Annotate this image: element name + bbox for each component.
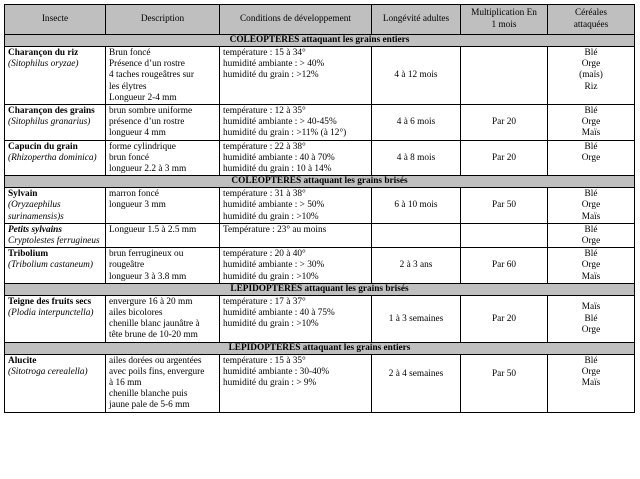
description-line: présence d’un rostre [109,117,185,128]
cereals-cell [548,47,635,105]
conditions-cell [220,188,372,224]
cereal-item: Orge [581,200,601,211]
cereal-item: Riz [584,81,598,92]
condition-line: Température : 23° au moins [223,224,327,235]
cereal-item: (maïs) [579,70,603,81]
cereal-item: Orge [581,59,601,70]
insect-name: Teigne des fruits secs [8,296,92,307]
description-line: Présence d’un rostre [109,59,185,70]
insect-name: Tribolium [8,249,49,260]
insect-table-wrapper [4,4,634,413]
description-cell [106,248,220,284]
multiplication-cell: Par 20 [461,105,548,141]
insect-latin: (Rhizopertha dominica) [8,152,97,163]
description-cell [106,223,220,247]
conditions-cell [220,295,372,342]
condition-line: humidité ambiante : > 30% [223,260,325,271]
insect-latin: (Sitophilus oryzae) [8,59,79,70]
insect-cell [5,188,106,224]
cereal-item: Orge [581,260,601,271]
insect-latin: (Oryzaephilus surinamensis)s [8,200,64,222]
description-line: à 16 mm [109,378,142,389]
conditions-cell [220,248,372,284]
table-row [5,295,635,342]
cereal-item: Orge [581,152,601,163]
insect-name: Capucin du grain [8,141,78,152]
condition-line: température : 22 à 38° [223,141,306,152]
multiplication-cell: Par 50 [461,188,548,224]
condition-line: température : 15 à 35° [223,355,306,366]
description-line: avec poils fins, envergure [109,366,205,377]
insect-cell [5,295,106,342]
description-line: chenille blanche puis [109,389,188,400]
insect-table [4,4,635,413]
condition-line: humidité du grain : >12% [223,70,319,81]
description-line: Longueur 1.5 à 2.5 mm [109,224,197,235]
condition-line: humidité ambiante : > 50% [223,200,325,211]
cereal-item: Blé [584,106,598,117]
header-cereales: Céréales attaquées [548,5,635,35]
description-line: Brun foncé [109,48,151,58]
cereal-item: Orge [581,324,601,335]
condition-line: température : 17 à 37° [223,296,306,307]
cereal-item: Blé [584,224,598,235]
description-line: Longueur 2-4 mm [109,92,177,103]
condition-line: humidité du grain : 10 à 14% [223,164,332,175]
condition-line: température : 31 à 38° [223,189,306,200]
conditions-cell [220,354,372,412]
multiplication-cell [461,223,548,247]
longevity-cell: 4 à 8 mois [372,140,461,176]
insect-latin: Cryptolestes ferrugineus [8,236,100,247]
header-longevite: Longévité adultes [372,5,461,35]
cereal-item: Maïs [581,302,601,313]
cereals-cell [548,295,635,342]
insect-latin: (Tribolium castaneum) [8,260,93,271]
cereals-cell [548,188,635,224]
cereal-item: Orge [581,366,601,377]
condition-line: température : 12 à 35° [223,106,306,117]
description-cell [106,295,220,342]
cereal-item: Maïs [581,211,601,222]
cereal-item: Orge [581,117,601,128]
description-line: 4 taches rougeâtres sur [109,70,194,81]
table-row [5,354,635,412]
longevity-cell: 4 à 6 mois [372,105,461,141]
conditions-cell [220,223,372,247]
condition-line: humidité du grain : >11% (à 12°) [223,128,347,139]
insect-cell [5,248,106,284]
description-line: marron foncé [109,189,159,200]
table-row [5,248,635,284]
multiplication-cell: Par 60 [461,248,548,284]
conditions-cell [220,47,372,105]
description-line: jaune pale de 5-6 mm [109,400,190,411]
group-row [5,176,635,188]
cereal-item: Blé [584,189,598,200]
header-insecte: Insecte [5,5,106,35]
insect-cell [5,223,106,247]
conditions-cell [220,140,372,176]
header-multiplication: Multiplication En 1 mois [461,5,548,35]
insect-name: Alucite [8,355,37,366]
insect-latin: (Sitophilus granarius) [8,117,91,128]
insect-name: Charançon du riz [8,48,79,58]
group-row [5,283,635,295]
condition-line: humidité du grain : >10% [223,211,319,222]
longevity-cell: 4 à 12 mois [372,47,461,105]
description-line: longueur 3 à 3.8 mm [109,271,187,282]
description-cell [106,354,220,412]
condition-line: humidité du grain : >10% [223,271,319,282]
description-cell [106,140,220,176]
cereals-cell [548,105,635,141]
condition-line: température : 20 à 40° [223,249,306,260]
description-line: brun sombre uniforme [109,106,193,117]
group-title: LEPIDOPTERES attaquant les grains entiers [5,342,635,354]
group-title: COLEOPTERES attaquant les grains brisés [5,176,635,188]
condition-line: humidité du grain : >10% [223,319,319,330]
description-line: les élytres [109,81,147,92]
group-title: LEPIDOPTERES attaquant les grains brisés [5,283,635,295]
cereal-item: Maïs [581,378,601,389]
description-line: ailes bicolores [109,308,163,319]
cereal-item: Blé [584,48,598,58]
header-conditions: Conditions de développement [220,5,372,35]
insect-name: Sylvain [8,189,38,200]
insect-latin: (Plodia interpunctella) [8,308,94,319]
description-line: tête brune de 10-20 mm [109,330,198,341]
condition-line: humidité du grain : > 9% [223,378,317,389]
insect-cell [5,354,106,412]
description-line: envergure 16 à 20 mm [109,296,193,307]
multiplication-cell: Par 20 [461,295,548,342]
cereal-item: Maïs [581,128,601,139]
description-line: rougeâtre [109,260,145,271]
cereals-cell [548,223,635,247]
longevity-cell [372,223,461,247]
description-line: forme cylindrique [109,141,176,152]
multiplication-cell: Par 20 [461,140,548,176]
description-line: chenille blanc jaunâtre à [109,319,200,330]
insect-cell [5,140,106,176]
cereal-item: Maïs [581,271,601,282]
header-description: Description [106,5,220,35]
cereal-item: Blé [584,313,598,324]
condition-line: humidité ambiante : 40 à 70% [223,152,335,163]
cereal-item: Orge [581,236,601,247]
condition-line: humidité ambiante : > 40-45% [223,117,337,128]
insect-name: Petits sylvains [8,224,62,235]
description-line: brun foncé [109,152,150,163]
description-line: ailes dorées ou argentées [109,355,202,366]
insect-name: Charançon des grains [8,106,95,117]
longevity-cell: 6 à 10 mois [372,188,461,224]
header-row [5,5,635,35]
cereals-cell [548,140,635,176]
table-row [5,140,635,176]
multiplication-cell: Par 50 [461,354,548,412]
cereal-item: Blé [584,355,598,366]
longevity-cell: 2 à 4 semaines [372,354,461,412]
insect-cell [5,47,106,105]
insect-latin: (Sitotroga cerealella) [8,366,88,377]
multiplication-cell [461,47,548,105]
group-row [5,35,635,47]
description-cell [106,47,220,105]
table-row [5,188,635,224]
insect-cell [5,105,106,141]
cereal-item: Blé [584,249,598,260]
description-line: longueur 4 mm [109,128,166,139]
description-line: longueur 3 mm [109,200,166,211]
condition-line: humidité ambiante : > 40% [223,59,325,70]
table-row [5,47,635,105]
table-row [5,223,635,247]
table-row [5,105,635,141]
description-line: brun ferrugineux ou [109,249,184,260]
group-title: COLEOPTERES attaquant les grains entiers [5,35,635,47]
condition-line: température : 15 à 34° [223,48,306,58]
group-row [5,342,635,354]
description-cell [106,188,220,224]
longevity-cell: 1 à 3 semaines [372,295,461,342]
condition-line: humidité ambiante : 30-40% [223,366,330,377]
description-line: longueur 2.2 à 3 mm [109,164,187,175]
description-cell [106,105,220,141]
condition-line: humidité ambiante : 40 à 75% [223,308,335,319]
longevity-cell: 2 à 3 ans [372,248,461,284]
cereals-cell [548,248,635,284]
conditions-cell [220,105,372,141]
cereal-item: Blé [584,141,598,152]
cereals-cell [548,354,635,412]
